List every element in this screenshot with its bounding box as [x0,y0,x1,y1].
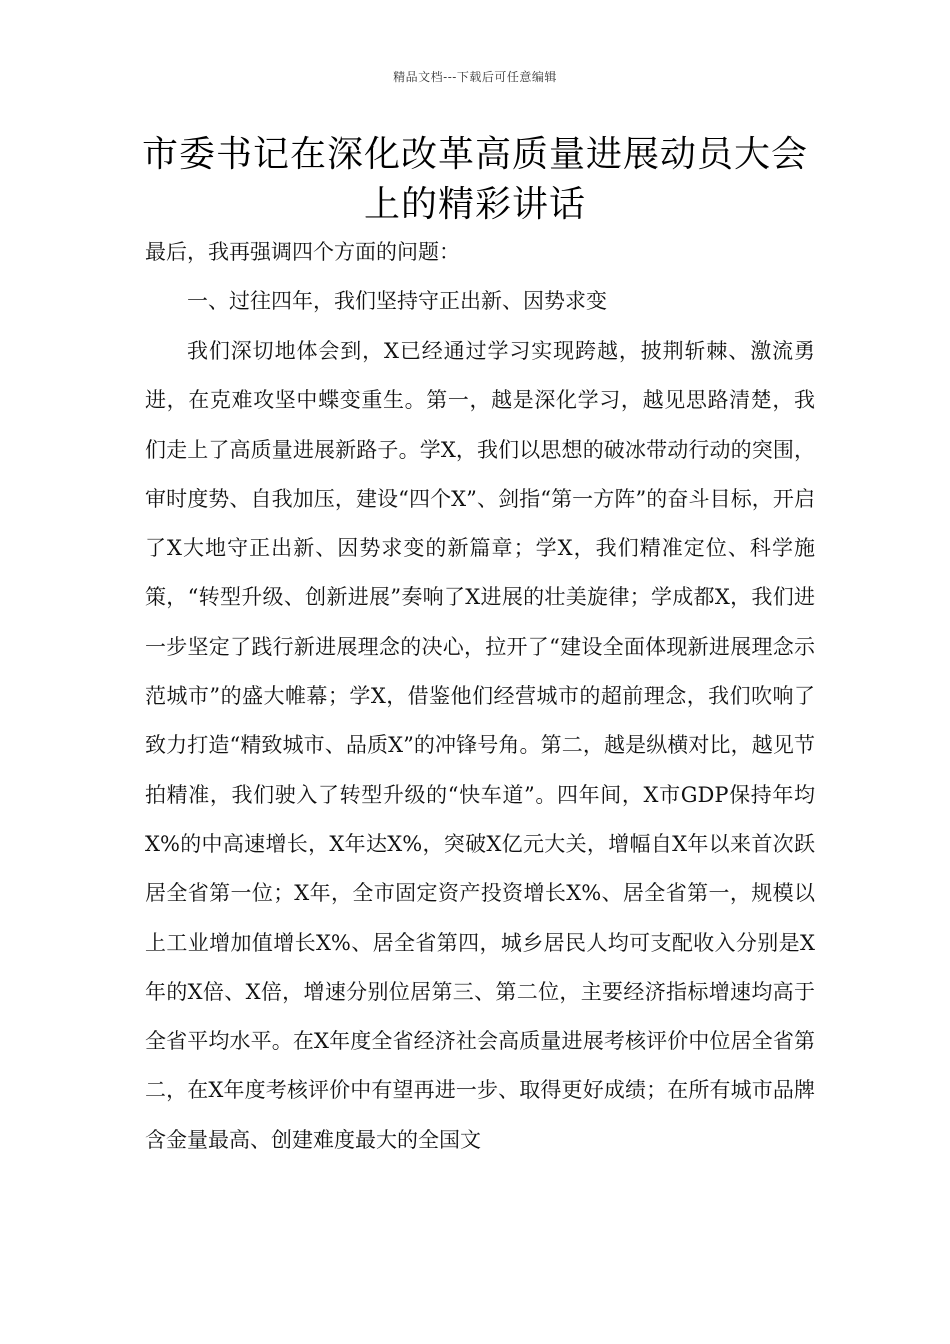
paragraph-body: 我们深切地体会到，X已经通过学习实现跨越，披荆斩棘、激流勇进，在克难攻坚中蝶变重生。第一，越是深化学习，越见思路清楚，我们走上了高质量进展新路子。学X，我们以思想的破冰带动行动的突围，审时度势、自我加压，建设“四个X”、剑指“第一方阵”的奋斗目标，开启了X大地守正出新、因势求变的新篇章；学X，我们精准定位、科学施策，“转型升级、创新进展”奏响了X进展的壮美旋律；学成都X，我们进一步坚定了践行新进展理念的决心，拉开了“建设全面体现新进展理念示范城市”的盛大帷幕；学X，借鉴他们经营城市的超前理念，我们吹响了致力打造“精致城市、品质X”的冲锋号角。第二，越是纵横对比，越见节拍精准，我们驶入了转型升级的“快车道”。四年间，X市GDP保持年均X%的中高速增长，X年达X%，突破X亿元大关，增幅自X年以来首次跃居全省第一位；X年，全市固定资产投资增长X%、居全省第一，规模以上工业增加值增长X%、居全省第四，城乡居民人均可支配收入分别是X年的X倍、X倍，增速分别位居第三、第二位，主要经济指标增速均高于全省平均水平。在X年度全省经济社会高质量进展考核评价中位居全省第二，在X年度考核评价中有望再进一步、取得更好成绩；在所有城市品牌含金量最高、创建难度最大的全国文 [145,339,815,1152]
paragraph-intro: 最后，我再强调四个方面的问题： [145,240,460,264]
section-heading: 一、过往四年，我们坚持守正出新、因势求变 [187,289,607,313]
page-header: 精品文档---下载后可任意编辑 [393,70,557,84]
document-title: 市委书记在深化改革高质量进展动员大会上的精彩讲话 [141,134,808,225]
